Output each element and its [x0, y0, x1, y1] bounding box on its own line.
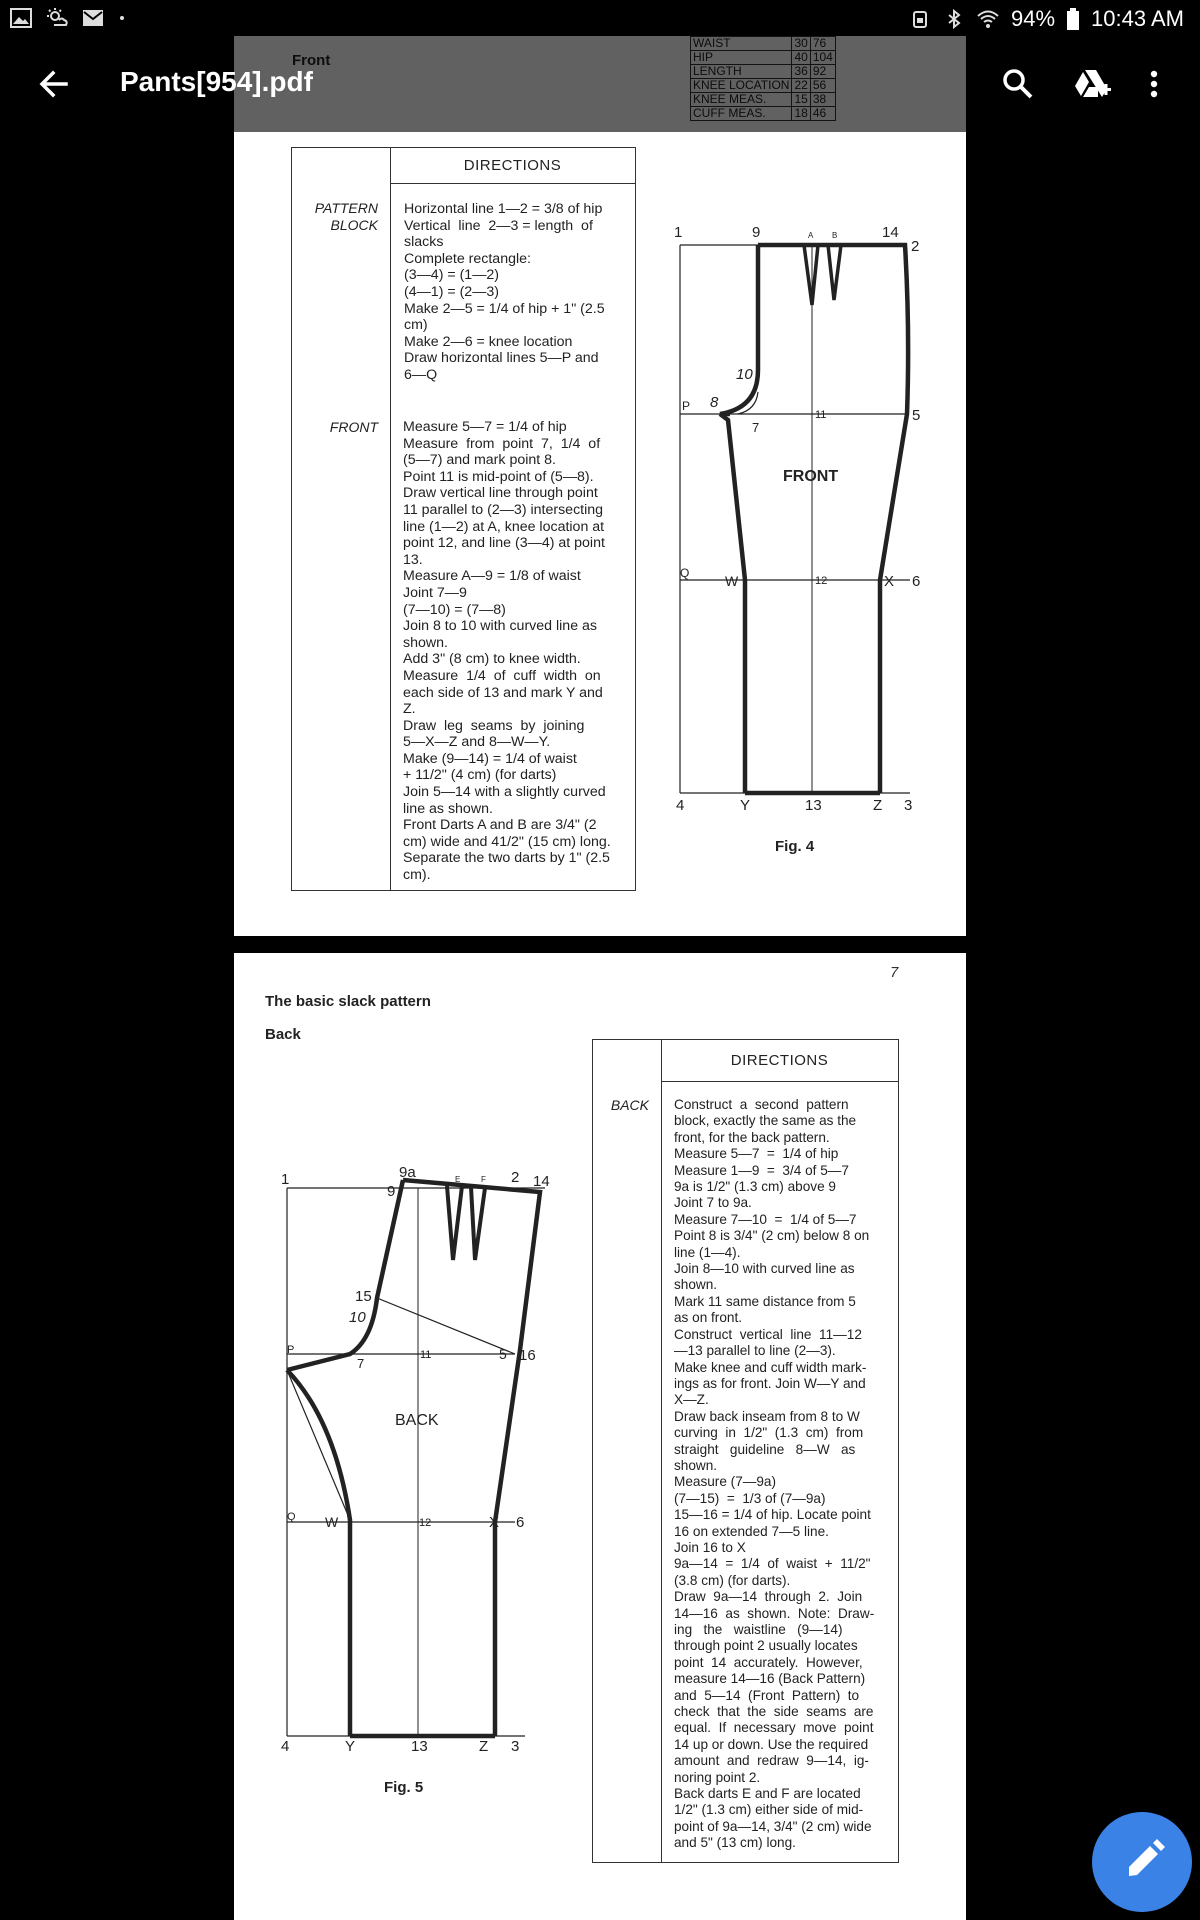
fig5-label-1: 1 — [281, 1171, 290, 1188]
fig5-label-6: 6 — [516, 1514, 525, 1531]
fig4-label-9: 9 — [752, 224, 761, 241]
fig5-caption: Fig. 5 — [384, 1779, 424, 1796]
status-bar — [0, 0, 1200, 38]
back-label: BACK — [610, 1097, 649, 1113]
section-subtitle: Back — [265, 1026, 301, 1043]
fig4-label-a: A — [808, 231, 814, 240]
back-text: Construct a second pattern block, exactly the same as the front, for the back pattern. Measure 5—7 = 1/4 of hip Measure 1—9 = 3/4 of 5—7 9a is 1/2" (1.3 cm) above 9 Joint 7 to 9a. Measure 7—10 = 1/4 of 5—7 Point 8 is 3/4" (2 cm) below 8 on line (1—4). Join 8—10 with curved line as shown. Mark 11 same distance from 5 as on front. Construct vertical line 11—12 —13 parallel to line (2—3). Make knee and cuff width mark- ings as for front. Join W—Y and X—Z. Draw back inseam from 8 to W curving in 1/2" (1.3 cm) from straight guideline 8—W as shown. Measure (7—9a) (7—15) = 1/3 of (7—9a) 15—16 = 1/4 of hip. Locate point 16 on extended 7—5 line. Join 16 to X 9a—14 = 1/4 of waist + 11/2" (3.8 cm) (for darts). Draw 9a—14 through 2. Join 14—16 as shown. Note: Draw- ing the waistline (9—14) through point 2 usually locates point 14 accurately. However, measure 14—16 (Back Pattern) and 5—14 (Front Pattern) to check that the side seams are equal. If necessary move point 14 up or down. Use the required amount and redraw 9—14, ig- noring point 2. Back darts E and F are located 1/2" (1.3 cm) either side of mid- point of 9a—14, 3/4" (2 cm) wide and 5" (13 cm) long. — [674, 1097, 875, 1851]
front-text: Measure 5—7 = 1/4 of hip Measure from point 7, 1/4 of (5—7) and mark point 8. Point 11 is mid-point of (5—8). Draw vertical line through point 11 parallel to (2—3) intersecting line (1—2) at A, knee location at point 12, and line (3—4) at point 13. Measure A—9 = 1/8 of waist Joint 7—9 (7—10) = (7—8) Join 8 to 10 with curved line as shown. Add 3" (8 cm) to knee width. Measure 1/4 of cuff width on each side of 13 and mark Y and Z. Draw leg seams by joining 5—X—Z and 8—W—Y. Make (9—14) = 1/4 of waist + 11/2" (4 cm) (for darts) Join 5—14 with a slightly curved line as shown. Front Darts A and B are 3/4" (2 cm) wide and 41/2" (15 cm) long. Separate the two darts by 1" (2.5 cm). — [403, 419, 611, 884]
fig4-label-x: X — [884, 573, 895, 590]
search-button[interactable] — [1000, 66, 1036, 102]
fig5-label-14: 14 — [533, 1173, 550, 1190]
fig4-label-7: 7 — [752, 420, 760, 435]
fig5-label-12: 12 — [419, 1517, 432, 1529]
fig4-label-w: W — [725, 573, 739, 589]
fig5-label-13: 13 — [411, 1738, 428, 1755]
gallery-icon — [10, 8, 32, 28]
fig4-label-5: 5 — [912, 407, 921, 424]
fig5-label-9: 9 — [387, 1183, 396, 1200]
fig5-back-pattern-drawing — [275, 1160, 565, 1760]
clock: 10:43 AM — [1091, 6, 1184, 31]
back-button[interactable] — [36, 66, 72, 102]
front-label: FRONT — [329, 419, 378, 435]
fig5-label-10: 10 — [349, 1309, 366, 1326]
sync-icon — [909, 9, 931, 29]
fig4-front-pattern-drawing — [660, 220, 930, 820]
drive-add-icon — [1072, 66, 1112, 102]
directions-table-back — [592, 1039, 899, 1863]
arrow-left-icon — [36, 66, 72, 102]
fig5-label-11: 11 — [420, 1349, 432, 1361]
dot-icon — [118, 8, 126, 28]
fig5-title: BACK — [395, 1412, 439, 1429]
fig5-label-9a: 9a — [399, 1164, 416, 1181]
bluetooth-icon — [943, 9, 965, 29]
pencil-icon — [1092, 1812, 1192, 1912]
app-bar — [0, 36, 1200, 132]
fig4-label-11: 11 — [815, 409, 827, 421]
fig4-label-14: 14 — [882, 224, 899, 241]
fig5-label-q: Q — [287, 1511, 296, 1523]
fig4-label-2: 2 — [911, 238, 920, 255]
fig4-label-4: 4 — [676, 797, 685, 814]
fig5-label-2: 2 — [511, 1169, 520, 1186]
document-title: Pants[954].pdf — [120, 66, 313, 97]
fig5-label-5: 5 — [499, 1346, 507, 1362]
fig4-label-10: 10 — [736, 366, 753, 383]
directions-header: DIRECTIONS — [661, 1040, 898, 1082]
battery-icon — [1067, 8, 1079, 30]
table-divider — [661, 1040, 662, 1862]
fig4-title: FRONT — [783, 468, 839, 485]
more-vert-icon — [1142, 66, 1166, 102]
fig4-label-1: 1 — [674, 224, 683, 241]
fig5-label-e: E — [455, 1175, 461, 1184]
directions-table-front — [291, 147, 636, 891]
pattern-block-label: PATTERN BLOCK — [314, 200, 378, 233]
fig4-label-z: Z — [873, 797, 883, 814]
pattern-block-text: Horizontal line 1—2 = 3/8 of hip Vertical line 2—3 = length of slacks Complete rectangle: (3—4) = (1—2) (4—1) = (2—3) Make 2—5 = 1/4 of hip + 1" (2.5 cm) Make 2—6 = knee location Draw horizontal lines 5—P and 6—Q — [404, 201, 605, 383]
fig4-label-8: 8 — [710, 394, 719, 411]
table-divider — [390, 148, 391, 890]
fig4-label-13: 13 — [805, 797, 822, 814]
more-options-button[interactable] — [1142, 66, 1166, 102]
fig5-label-7: 7 — [357, 1356, 365, 1371]
fig5-label-y: Y — [345, 1738, 356, 1755]
fig5-label-x: X — [489, 1514, 500, 1531]
add-to-drive-button[interactable] — [1072, 66, 1112, 102]
fig4-label-p: P — [682, 399, 691, 413]
fig4-caption: Fig. 4 — [775, 838, 815, 855]
fig5-label-w: W — [325, 1514, 339, 1530]
directions-header: DIRECTIONS — [390, 148, 635, 184]
fig5-label-z: Z — [479, 1738, 489, 1755]
mail-icon — [82, 8, 104, 28]
page-number: 7 — [890, 964, 899, 981]
search-icon — [1000, 66, 1036, 102]
weather-icon — [46, 8, 68, 28]
fig4-label-3: 3 — [904, 797, 913, 814]
fig5-label-p: P — [287, 1344, 295, 1356]
edit-fab-button[interactable] — [1092, 1812, 1192, 1912]
fig5-label-3: 3 — [511, 1738, 520, 1755]
app-bar-scrim — [234, 36, 966, 132]
section-title: The basic slack pattern — [265, 993, 431, 1010]
fig4-label-b: B — [832, 231, 838, 240]
fig4-label-6: 6 — [912, 573, 921, 590]
wifi-icon — [977, 9, 999, 29]
fig5-label-15: 15 — [355, 1288, 372, 1305]
fig5-label-f: F — [481, 1175, 486, 1184]
fig4-label-12: 12 — [815, 575, 828, 587]
fig4-label-q: Q — [680, 566, 690, 580]
fig5-label-16: 16 — [519, 1347, 536, 1364]
fig5-label-4: 4 — [281, 1738, 290, 1755]
fig4-label-y: Y — [740, 797, 751, 814]
battery-percent: 94% — [1011, 6, 1056, 31]
